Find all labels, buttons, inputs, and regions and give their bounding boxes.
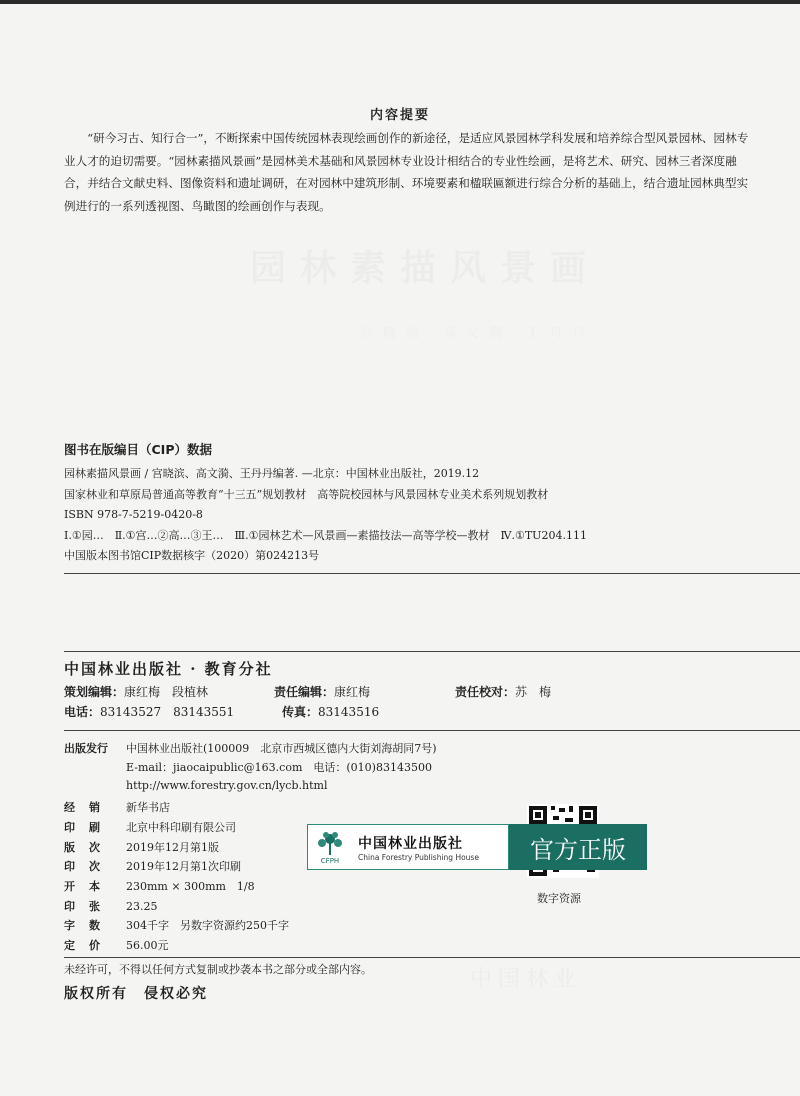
fax-value: 83143516 xyxy=(318,705,380,719)
planning-editor xyxy=(64,683,208,700)
watermark-bottom: 中国林业 xyxy=(470,967,583,992)
imprint-row xyxy=(64,799,170,815)
imprint-key: 印次 xyxy=(64,860,114,873)
imprint-value: 304千字 另数字资源约250千字 xyxy=(126,919,289,932)
email-row: E-mail：jiaocaipublic@163.com 电话：(010)83143500 xyxy=(126,761,432,774)
issuer-row xyxy=(64,740,437,756)
fax-label: 传真： xyxy=(282,705,319,719)
summary-title: 内容提要 xyxy=(369,108,430,123)
watermark-authors: 宫晓滨 高文漪 王丹丹 xyxy=(360,326,596,341)
imprint-key: 印张 xyxy=(64,900,114,913)
publisher-name: 中国林业出版社 · 教育分社 xyxy=(64,660,273,678)
website-row: http://www.forestry.gov.cn/lycb.html xyxy=(126,779,328,792)
tree-logo-icon xyxy=(308,825,352,869)
imprint-value: 230mm × 300mm 1/8 xyxy=(126,880,255,893)
divider xyxy=(64,730,800,731)
planning-editor-value: 康红梅 段植林 xyxy=(124,685,209,699)
cip-line: 园林素描风景画 / 宫晓滨、高文漪、王丹丹编著. —北京：中国林业出版社，2019.12 xyxy=(64,467,480,480)
imprint-row xyxy=(64,898,158,914)
publisher-names xyxy=(358,833,479,862)
imprint-row xyxy=(64,839,219,855)
logo-text: CFPH xyxy=(320,857,340,865)
responsible-editor-label: 责任编辑： xyxy=(274,685,335,699)
imprint-key: 定价 xyxy=(64,939,114,952)
cip-line: 国家林业和草原局普通高等教育“十三五”规划教材 高等院校园林与风景园林专业美术系列规划教材 xyxy=(64,487,549,501)
copyright-notice: 未经许可，不得以任何方式复制或抄袭本书之部分或全部内容。 xyxy=(64,963,372,976)
imprint-row xyxy=(64,937,169,953)
fax xyxy=(282,703,379,720)
imprint-value: 56.00元 xyxy=(126,939,169,952)
issuer-value: 中国林业出版社(100009 北京市西城区德内大街刘海胡同7号) xyxy=(126,742,437,755)
summary-paragraph: “研今习古、知行合一”，不断探索中国传统园林表现绘画创作的新途径，是适应风景园林学科发展和培养综合型风景园林、园林专业人才的迫切需要。“园林素描风景画”是园林美术基础和风景园林专业设计相结合的专业性绘画，是将艺术、研究、园林三者深度融合，并结合文献史料、图像资料和遗址调研，在对园林中建筑形制、环境要素和楹联匾额进行综合分析的基础上，结合遗址园林典型实例进行的一系列透视图、鸟瞰图的绘画创作与表现。 xyxy=(64,131,749,213)
planning-editor-label: 策划编辑： xyxy=(64,685,125,699)
responsible-editor-value: 康红梅 xyxy=(334,685,371,699)
rights-reserved: 版权所有 侵权必究 xyxy=(64,986,208,1002)
proofreader xyxy=(455,683,551,700)
phone xyxy=(64,703,234,720)
imprint-value: 23.25 xyxy=(126,900,158,913)
imprint-row xyxy=(64,858,241,874)
divider xyxy=(64,651,800,652)
imprint-value: 2019年12月第1版 xyxy=(126,841,219,854)
imprint-value: 2019年12月第1次印刷 xyxy=(126,860,241,873)
imprint-key: 经销 xyxy=(64,801,114,814)
official-label: 官方正版 xyxy=(509,824,647,870)
phone-value: 83143527 83143551 xyxy=(100,705,235,719)
imprint-value: 北京中科印刷有限公司 xyxy=(126,821,236,834)
imprint-key: 版次 xyxy=(64,841,114,854)
imprint-key: 开本 xyxy=(64,880,114,893)
cip-heading: 图书在版编目（CIP）数据 xyxy=(64,442,212,457)
publisher-cn: 中国林业出版社 xyxy=(358,835,463,852)
watermark-title: 园林素描风景画 xyxy=(250,247,601,289)
proofreader-value: 苏 梅 xyxy=(515,685,552,699)
issuer-label: 出版发行 xyxy=(64,742,108,755)
imprint-value: 新华书店 xyxy=(126,801,170,814)
imprint-row xyxy=(64,819,236,835)
cip-line: ISBN 978-7-5219-0420-8 xyxy=(64,508,203,521)
proofreader-label: 责任校对： xyxy=(455,685,516,699)
divider xyxy=(64,957,800,958)
divider xyxy=(64,573,800,574)
qr-caption: 数字资源 xyxy=(537,892,581,905)
responsible-editor xyxy=(274,683,370,700)
imprint-key: 字数 xyxy=(64,919,114,932)
publisher-logo-box xyxy=(307,824,509,870)
top-edge xyxy=(0,0,800,4)
phone-label: 电话： xyxy=(64,705,101,719)
publisher-en: China Forestry Publishing House xyxy=(358,852,479,862)
imprint-row xyxy=(64,878,255,894)
official-banner xyxy=(307,824,647,870)
imprint-row xyxy=(64,917,289,933)
cip-line: Ⅰ.①园… Ⅱ.①宫…②高…③王… Ⅲ.①园林艺术—风景画—素描技法—高等学校—教材 Ⅳ.①TU204.111 xyxy=(64,528,587,542)
cip-line: 中国版本图书馆CIP数据核字（2020）第024213号 xyxy=(64,549,320,562)
imprint-key: 印刷 xyxy=(64,821,114,834)
cip-block xyxy=(64,464,587,567)
